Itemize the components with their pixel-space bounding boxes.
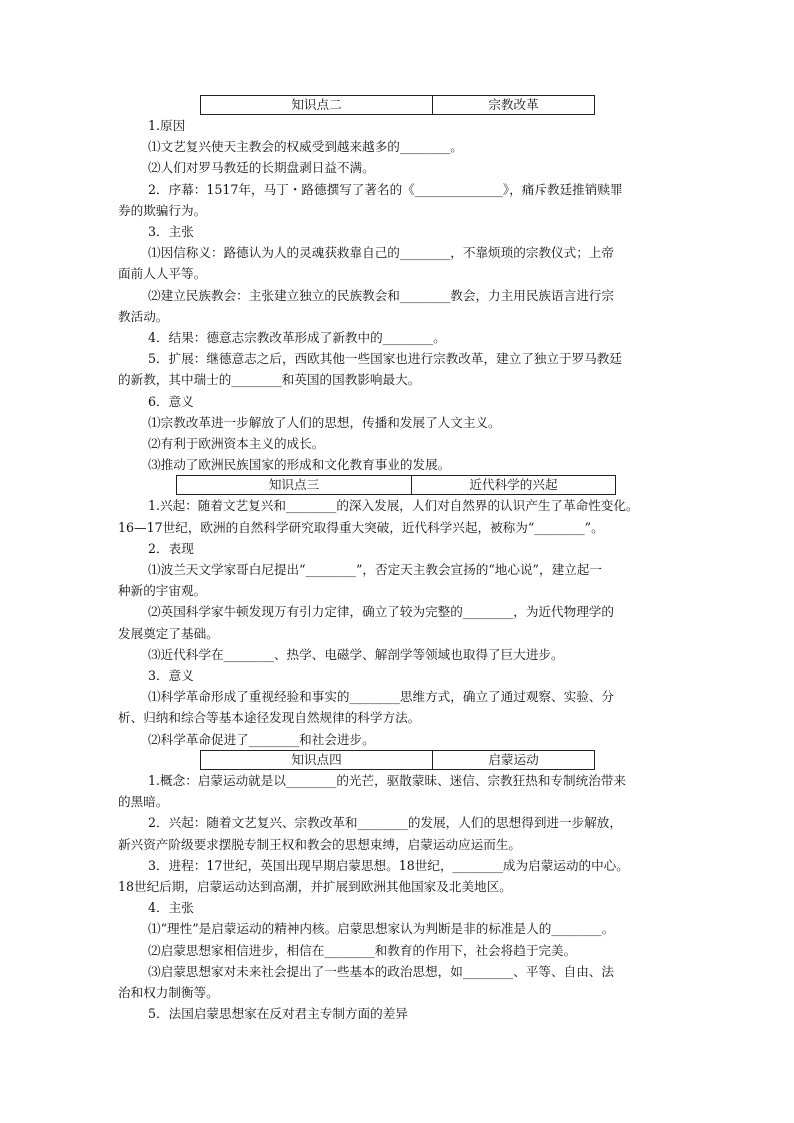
text-line: 4．结果：德意志宗教改革形成了新教中的________。	[148, 330, 446, 346]
text-line: 2．兴起：随着文艺复兴、宗教改革和________的发展，人们的思想得到进一步解放，	[148, 815, 622, 831]
text-line: 的黑暗。	[118, 794, 169, 810]
section3-header-label: 知识点三	[177, 476, 412, 494]
text-line: ⑶近代科学在________、热学、电磁学、解剖学等领域也取得了巨大进步。	[148, 646, 564, 662]
text-line: 的新教，其中瑞士的________和英国的国教影响最大。	[118, 372, 421, 388]
text-line: 18世纪后期，启蒙运动达到高潮，并扩展到欧洲其他国家及北美地区。	[118, 878, 512, 894]
text-line: 新兴资产阶级要求摆脱专制王权和教会的思想束缚，启蒙运动应运而生。	[118, 836, 521, 852]
section4-header-label: 知识点四	[201, 751, 433, 769]
text-line: ⑵建立民族教会：主张建立独立的民族教会和________教会，力主用民族语言进行宗	[148, 287, 614, 303]
text-line: ⑴因信称义：路德认为人的灵魂获救靠自己的________，不靠烦琐的宗教仪式；上帝	[148, 245, 614, 261]
text-line: ⑵科学革命促进了________和社会进步。	[148, 731, 375, 747]
section4-header-table	[200, 750, 595, 770]
text-line: ⑴波兰天文学家哥白尼提出“________”，否定天主教会宣扬的“地心说”，建立起一	[148, 562, 602, 578]
section2-header-table	[200, 95, 595, 115]
text-line: 6．意义	[148, 393, 194, 409]
text-line: 3．进程：17世纪，英国出现早期启蒙思想。18世纪，________成为启蒙运动的中心。	[148, 857, 629, 873]
text-line: ⑵英国科学家牛顿发现万有引力定律，确立了较为完整的________，为近代物理学的	[148, 604, 614, 620]
section2-header-label: 知识点二	[201, 96, 433, 114]
section4-header-title: 启蒙运动	[488, 751, 539, 767]
text-line: ⑴科学革命形成了重视经验和事实的________思维方式，确立了通过观察、实验、分	[148, 689, 614, 705]
section2-header-title: 宗教改革	[488, 97, 539, 112]
text-line: 3．主张	[148, 224, 194, 240]
text-line: 3．意义	[148, 668, 194, 684]
section3-header-title: 近代科学的兴起	[469, 477, 558, 493]
text-line: 教活动。	[118, 308, 169, 324]
text-line: ⑵人们对罗马教廷的长期盘剥日益不满。	[148, 160, 375, 176]
text-line: 发展奠定了基础。	[118, 625, 219, 641]
text-line: 5．法国启蒙思想家在反对君主专制方面的差异	[148, 1006, 408, 1022]
text-line: 5．扩展：继德意志之后，西欧其他一些国家也进行宗教改革，建立了独立于罗马教廷	[148, 351, 622, 367]
text-line: ⑵有利于欧洲资本主义的成长。	[148, 436, 325, 452]
text-line: 16—17世纪，欧洲的自然科学研究取得重大突破，近代科学兴起，被称为“________”。	[118, 519, 604, 535]
document-page	[118, 95, 683, 1024]
text-line: ⑵启蒙思想家相信进步，相信在________和教育的作用下，社会将趋于完美。	[148, 942, 577, 958]
text-line: ⑶推动了欧洲民族国家的形成和文化教育事业的发展。	[148, 457, 451, 473]
text-line: ⑴宗教改革进一步解放了人们的思想，传播和发展了人文主义。	[148, 414, 501, 430]
section3-header-table	[176, 475, 616, 495]
text-line: 1.兴起：随着文艺复兴和________的深入发展，人们对自然界的认识产生了革命性变化。	[148, 498, 639, 514]
text-line: ⑶启蒙思想家对未来社会提出了一些基本的政治思想，如________、平等、自由、法	[148, 963, 614, 979]
text-line: 券的欺骗行为。	[118, 202, 207, 218]
text-line: 2．序幕：1517年，马丁・路德撰写了著名的《______________》，痛斥教廷推销赎罪	[148, 181, 623, 197]
text-line: 2．表现	[148, 540, 194, 556]
text-line: ⑴“理性”是启蒙运动的精神内核。启蒙思想家认为判断是非的标准是人的________。	[148, 921, 615, 937]
text-line: 治和权力制衡等。	[118, 984, 219, 1000]
text-line: 种新的宇宙观。	[118, 583, 207, 599]
text-line: ⑴文艺复兴使天主教会的权威受到越来越多的________。	[148, 139, 463, 155]
text-line: 4．主张	[148, 900, 194, 916]
text-line: 析、归纳和综合等基本途径发现自然规律的科学方法。	[118, 710, 421, 726]
text-line: 面前人人平等。	[118, 266, 207, 282]
text-line: 1.概念：启蒙运动就是以________的光芒，驱散蒙昧、迷信、宗教狂热和专制统治带来	[148, 772, 626, 788]
text-line: 1.原因	[148, 118, 186, 133]
